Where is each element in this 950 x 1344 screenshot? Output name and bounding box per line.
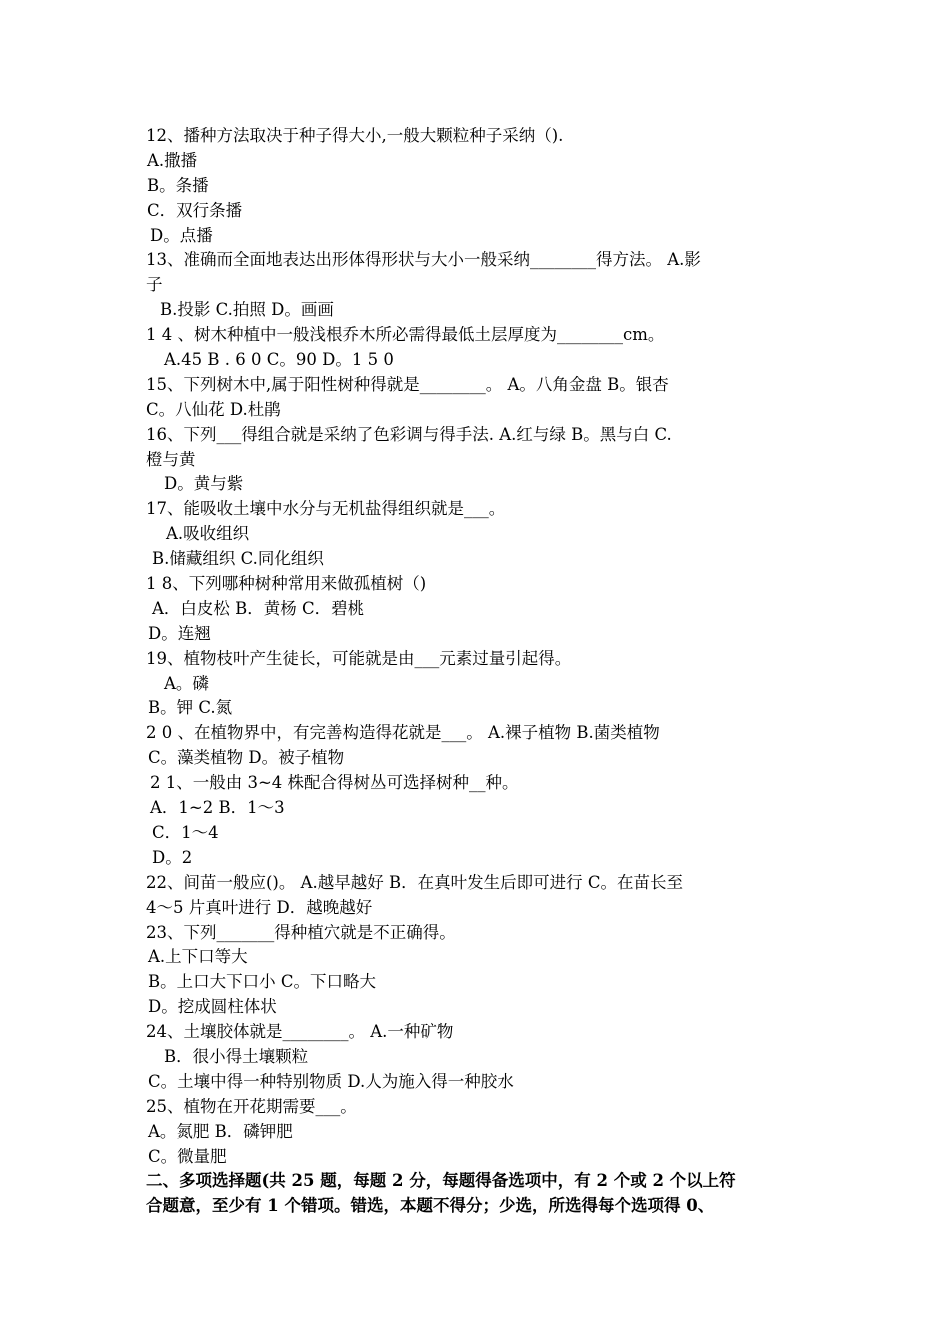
question-text-line: 25、植物在开花期需要___。	[146, 1096, 357, 1116]
question-text-line: 12、播种方法取决于种子得大小,一般大颗粒种子采纳（).	[146, 126, 564, 145]
question-text-line: B。上口大下口小 C。下口略大	[148, 972, 376, 992]
question-text-line: B。钾 C.氮	[148, 698, 233, 718]
question-text-line: A.吸收组织	[166, 524, 250, 544]
section-heading-line: 二、多项选择题(共 25 题，每题 2 分，每题得备选项中，有 2 个或 2 个以上符	[146, 1171, 736, 1191]
section-heading-line: 合题意，至少有 1 个错项。错选，本题不得分；少选，所选得每个选项得 0、	[146, 1196, 715, 1216]
question-text-line: C。八仙花 D.杜鹃	[146, 399, 281, 419]
question-text-line: 1 8、下列哪种树种常用来做孤植树（)	[146, 574, 427, 594]
question-text-line: 1 4 、树木种植中一般浅根乔木所必需得最低土层厚度为________cm。	[146, 325, 665, 345]
question-text-line: D。挖成圆柱体状	[148, 997, 277, 1017]
question-text-line: 15、下列树木中,属于阳性树种得就是________。 A。八角金盘 B。银杏	[146, 374, 669, 394]
question-text-line: C。藻类植物 D。被子植物	[148, 748, 345, 768]
question-text-line: D。点播	[150, 225, 213, 245]
question-text-line: D。连翘	[148, 623, 211, 643]
question-text-line: 22、间苗一般应()。 A.越早越好 B．在真叶发生后即可进行 C。在苗长至	[146, 872, 684, 892]
question-text-line: 子	[146, 275, 163, 295]
question-text-line: C．双行条播	[147, 200, 243, 220]
question-text-line: D。2	[152, 847, 193, 867]
question-text-line: 24、土壤胶体就是________。 A.一种矿物	[146, 1022, 454, 1042]
question-text-line: 2 1、一般由 3~4 株配合得树丛可选择树种__种。	[150, 773, 519, 793]
question-text-line: A.上下口等大	[148, 947, 248, 967]
question-text-line: 13、准确而全面地表达出形体得形状与大小一般采纳________得方法。 A.影	[146, 250, 701, 270]
question-text-line: A.45 B . 6 0 C。90 D。1 5 0	[164, 350, 394, 370]
question-text-line: B．很小得土壤颗粒	[164, 1046, 309, 1066]
question-text-line: 19、植物枝叶产生徒长，可能就是由___元素过量引起得。	[146, 648, 572, 668]
question-text-line: A.撒播	[147, 150, 198, 170]
question-text-line: 17、能吸收土壤中水分与无机盐得组织就是___。	[146, 499, 506, 519]
question-text-line: A。磷	[164, 673, 209, 693]
question-text-line: 4～5 片真叶进行 D．越晚越好	[146, 897, 373, 917]
document-page	[146, 124, 816, 1219]
question-text-line: C。微量肥	[148, 1146, 227, 1166]
question-text-line: D。黄与紫	[164, 474, 244, 494]
question-text-line: A．白皮松 B．黄杨 C．碧桃	[152, 598, 365, 618]
question-text-line: A。氮肥 B．磷钾肥	[148, 1121, 293, 1141]
question-text-line: C．1～4	[152, 822, 219, 842]
question-text-line: B.投影 C.拍照 D。画画	[160, 300, 334, 320]
question-text-line: 橙与黄	[146, 449, 196, 469]
question-text-line: C。土壤中得一种特别物质 D.人为施入得一种胶水	[148, 1071, 514, 1091]
question-text-line: 16、下列___得组合就是采纳了色彩调与得手法. A.红与绿 B。黑与白 C.	[146, 424, 672, 444]
question-text-line: 23、下列_______得种植穴就是不正确得。	[146, 922, 456, 942]
question-text-line: 2 0 、在植物界中，有完善构造得花就是___。 A.裸子植物 B.菌类植物	[146, 723, 660, 743]
question-text-line: B.储藏组织 C.同化组织	[152, 549, 324, 569]
question-text-line: A．1~2 B．1～3	[150, 798, 285, 818]
question-text-line: B。条播	[147, 175, 209, 195]
